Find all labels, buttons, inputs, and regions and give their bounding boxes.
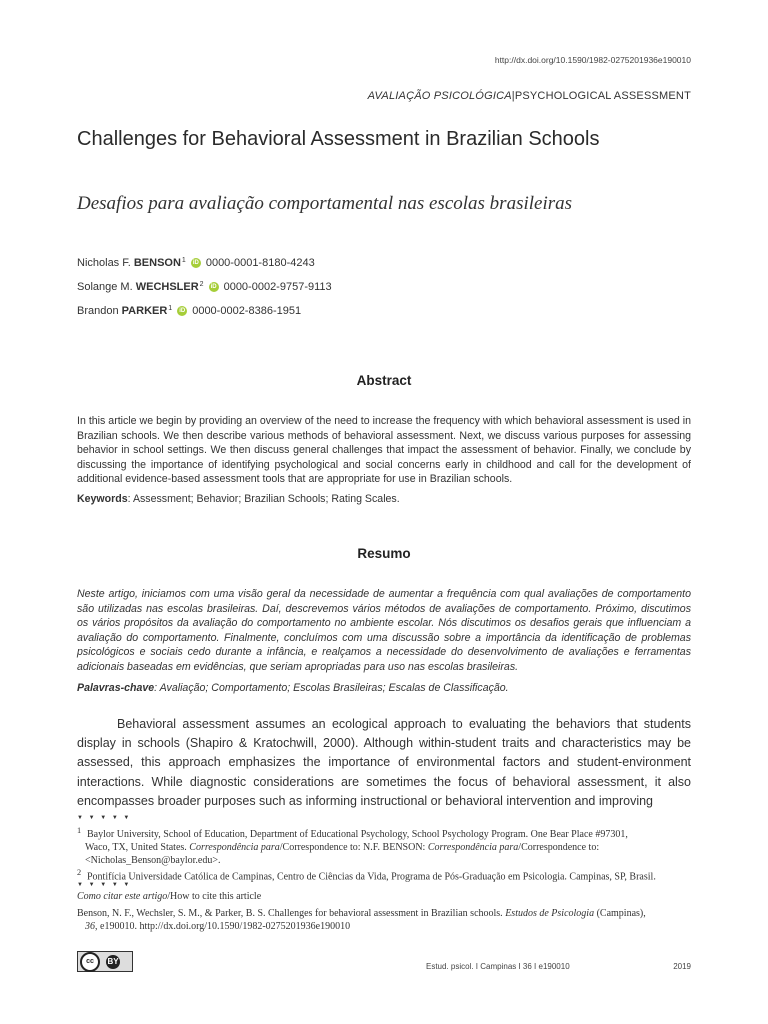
article-title-english: Challenges for Behavioral Assessment in Brazilian Schools [77, 128, 600, 150]
orcid-id[interactable]: 0000-0002-8386-1951 [192, 305, 302, 317]
keywords-list: : Assessment; Behavior; Brazilian Schools; Rating Scales. [127, 493, 400, 505]
orcid-id[interactable]: 0000-0001-8180-4243 [205, 257, 315, 269]
cc-by-license-badge[interactable] [77, 951, 133, 972]
resumo-text: Neste artigo, iniciamos com uma visão geral da necessidade de aumentar a frequência com qual avaliações de comportamento são utilizadas nas escolas brasileiras. Daí, descrevemos vários métodos de avaliações de comportamento. Próximo, discutimos os vários propósitos da avaliação do comportamento no ambiente escolar. Nós discutimos os desafios gerais que influenciam a avaliação do comportamento. Finalmente, concluímos com uma discussão sobre a importância da identificação de problemas psicológicos e sociais cedo durante a infância, e realçamos a necessidade do desenvolvimento de avaliações e ferramentas adicionais baseadas em evidências, que seriam apropriadas para uso nas escolas brasileiras. [77, 588, 691, 673]
citation-reference [77, 907, 691, 933]
palavras-chave-list: : Avaliação; Comportamento; Escolas Brasileiras; Escalas de Classificação. [154, 682, 509, 694]
footnote-1-email[interactable]: <Nicholas_Benson@baylor.edu>. [85, 855, 221, 867]
how-to-cite-label [77, 890, 691, 903]
abstract-keywords [77, 493, 400, 505]
cite-label-rest: /How to cite this article [167, 891, 262, 902]
article-title-portuguese: Desafios para avaliação comportamental nas escolas brasileiras [77, 193, 573, 214]
footnote-number: 2 [77, 868, 82, 877]
footer-year: 2019 [673, 962, 691, 971]
author-parker [77, 305, 301, 317]
footnote-1 [77, 824, 691, 867]
orcid-icon[interactable]: iD [210, 284, 217, 290]
keywords-label: Keywords [77, 493, 128, 505]
author-benson [77, 257, 315, 269]
affiliation-sup: 1 [168, 305, 173, 312]
orcid-icon[interactable]: iD [192, 260, 199, 266]
footer-journal-info: Estud. psicol. I Campinas I 36 I e190010 [426, 962, 570, 971]
cite-label-italic: Como citar este artigo [77, 891, 168, 902]
cite-volume: 36 [85, 921, 95, 932]
by-person-icon: BY [106, 955, 120, 969]
cite-text: Benson, N. F., Wechsler, S. M., & Parker, B. S. Challenges for behavioral assessment in Brazilian schools. [77, 908, 506, 919]
author-first-name: Nicholas F. [77, 257, 131, 269]
orcid-icon[interactable]: iD [179, 308, 186, 314]
orcid-id[interactable]: 0000-0002-9757-9113 [223, 281, 332, 293]
resumo-keywords [77, 682, 509, 694]
cite-text: (Campinas), [594, 908, 646, 919]
cite-doi[interactable]: , e190010. http://dx.doi.org/10.1590/1982-0275201936e190010 [95, 921, 351, 932]
author-first-name: Brandon [77, 305, 119, 317]
resumo-heading: Resumo [357, 546, 411, 561]
author-first-name: Solange M. [77, 281, 133, 293]
palavras-chave-label: Palavras-chave [77, 682, 155, 694]
journal-section-italic: AVALIAÇÃO PSICOLÓGICA [367, 90, 512, 102]
body-paragraph: Behavioral assessment assumes an ecological approach to evaluating the behaviors that students display in schools (Shapiro & Kratochwill, 2000). Although within-student traits and characteristics may be assessed, this approach emphasizes the importance of environmental factors and student-environment interactions. While diagnostic considerations are sometimes the focus of behavioral assessment, it also encompasses broader purposes such as informing instructional or behavioral intervention and improving [77, 717, 691, 808]
footnote-separator: ▼ ▼ ▼ ▼ ▼ [77, 815, 132, 821]
footnote-1-line1: Baylor University, School of Education, Department of Educational Psychology, School Psychology Program. One Bear Place #97301, [87, 829, 628, 841]
fn-italic: Correspondência para [189, 842, 280, 854]
abstract-text: In this article we begin by providing an overview of the need to increase the frequency with which behavioral assessment is used in Brazilian schools. We then describe various methods of behavioral assessment. Next, we discuss various purposes for assessing behavior in school settings. We then discuss general challenges that impact the assessment of behavior. Finally, we conclude by discussing the importance of identifying psychological and social concerns early in childhood and call for the development of additional evidence-based assessment tools that are appropriate for use in Brazilian schools. [77, 415, 691, 486]
doi-link[interactable]: http://dx.doi.org/10.1590/1982-0275201936e190010 [494, 55, 691, 65]
fn-italic: Correspondência para [427, 842, 519, 854]
cc-icon: cc [80, 952, 100, 972]
author-last-name: WECHSLER [135, 281, 199, 293]
footnote-2 [77, 866, 691, 883]
author-last-name: PARKER [121, 305, 168, 317]
affiliation-sup: 1 [181, 257, 186, 264]
fn-text: /Correspondence to: N.F. BENSON: [279, 842, 428, 854]
author-wechsler [77, 281, 332, 293]
fn-text: Waco, TX, United States. [85, 842, 190, 854]
journal-section-header [368, 90, 691, 102]
footnote-separator-2: ▼ ▼ ▼ ▼ ▼ [77, 882, 132, 888]
fn-text: /Correspondence to: [518, 842, 600, 854]
footnote-1-line2 [77, 841, 691, 854]
footnote-number: 1 [77, 826, 82, 835]
footnote-2-text: Pontifícia Universidade Católica de Campinas, Centro de Ciências da Vida, Programa de Pós-Graduação em Psicologia. Campinas, SP, Brasil. [87, 871, 656, 883]
abstract-heading: Abstract [356, 373, 412, 388]
affiliation-sup: 2 [199, 281, 204, 288]
author-last-name: BENSON [133, 257, 181, 269]
journal-section-rest: |PSYCHOLOGICAL ASSESSMENT [511, 90, 691, 102]
cite-journal: Estudos de Psicologia [505, 908, 595, 919]
